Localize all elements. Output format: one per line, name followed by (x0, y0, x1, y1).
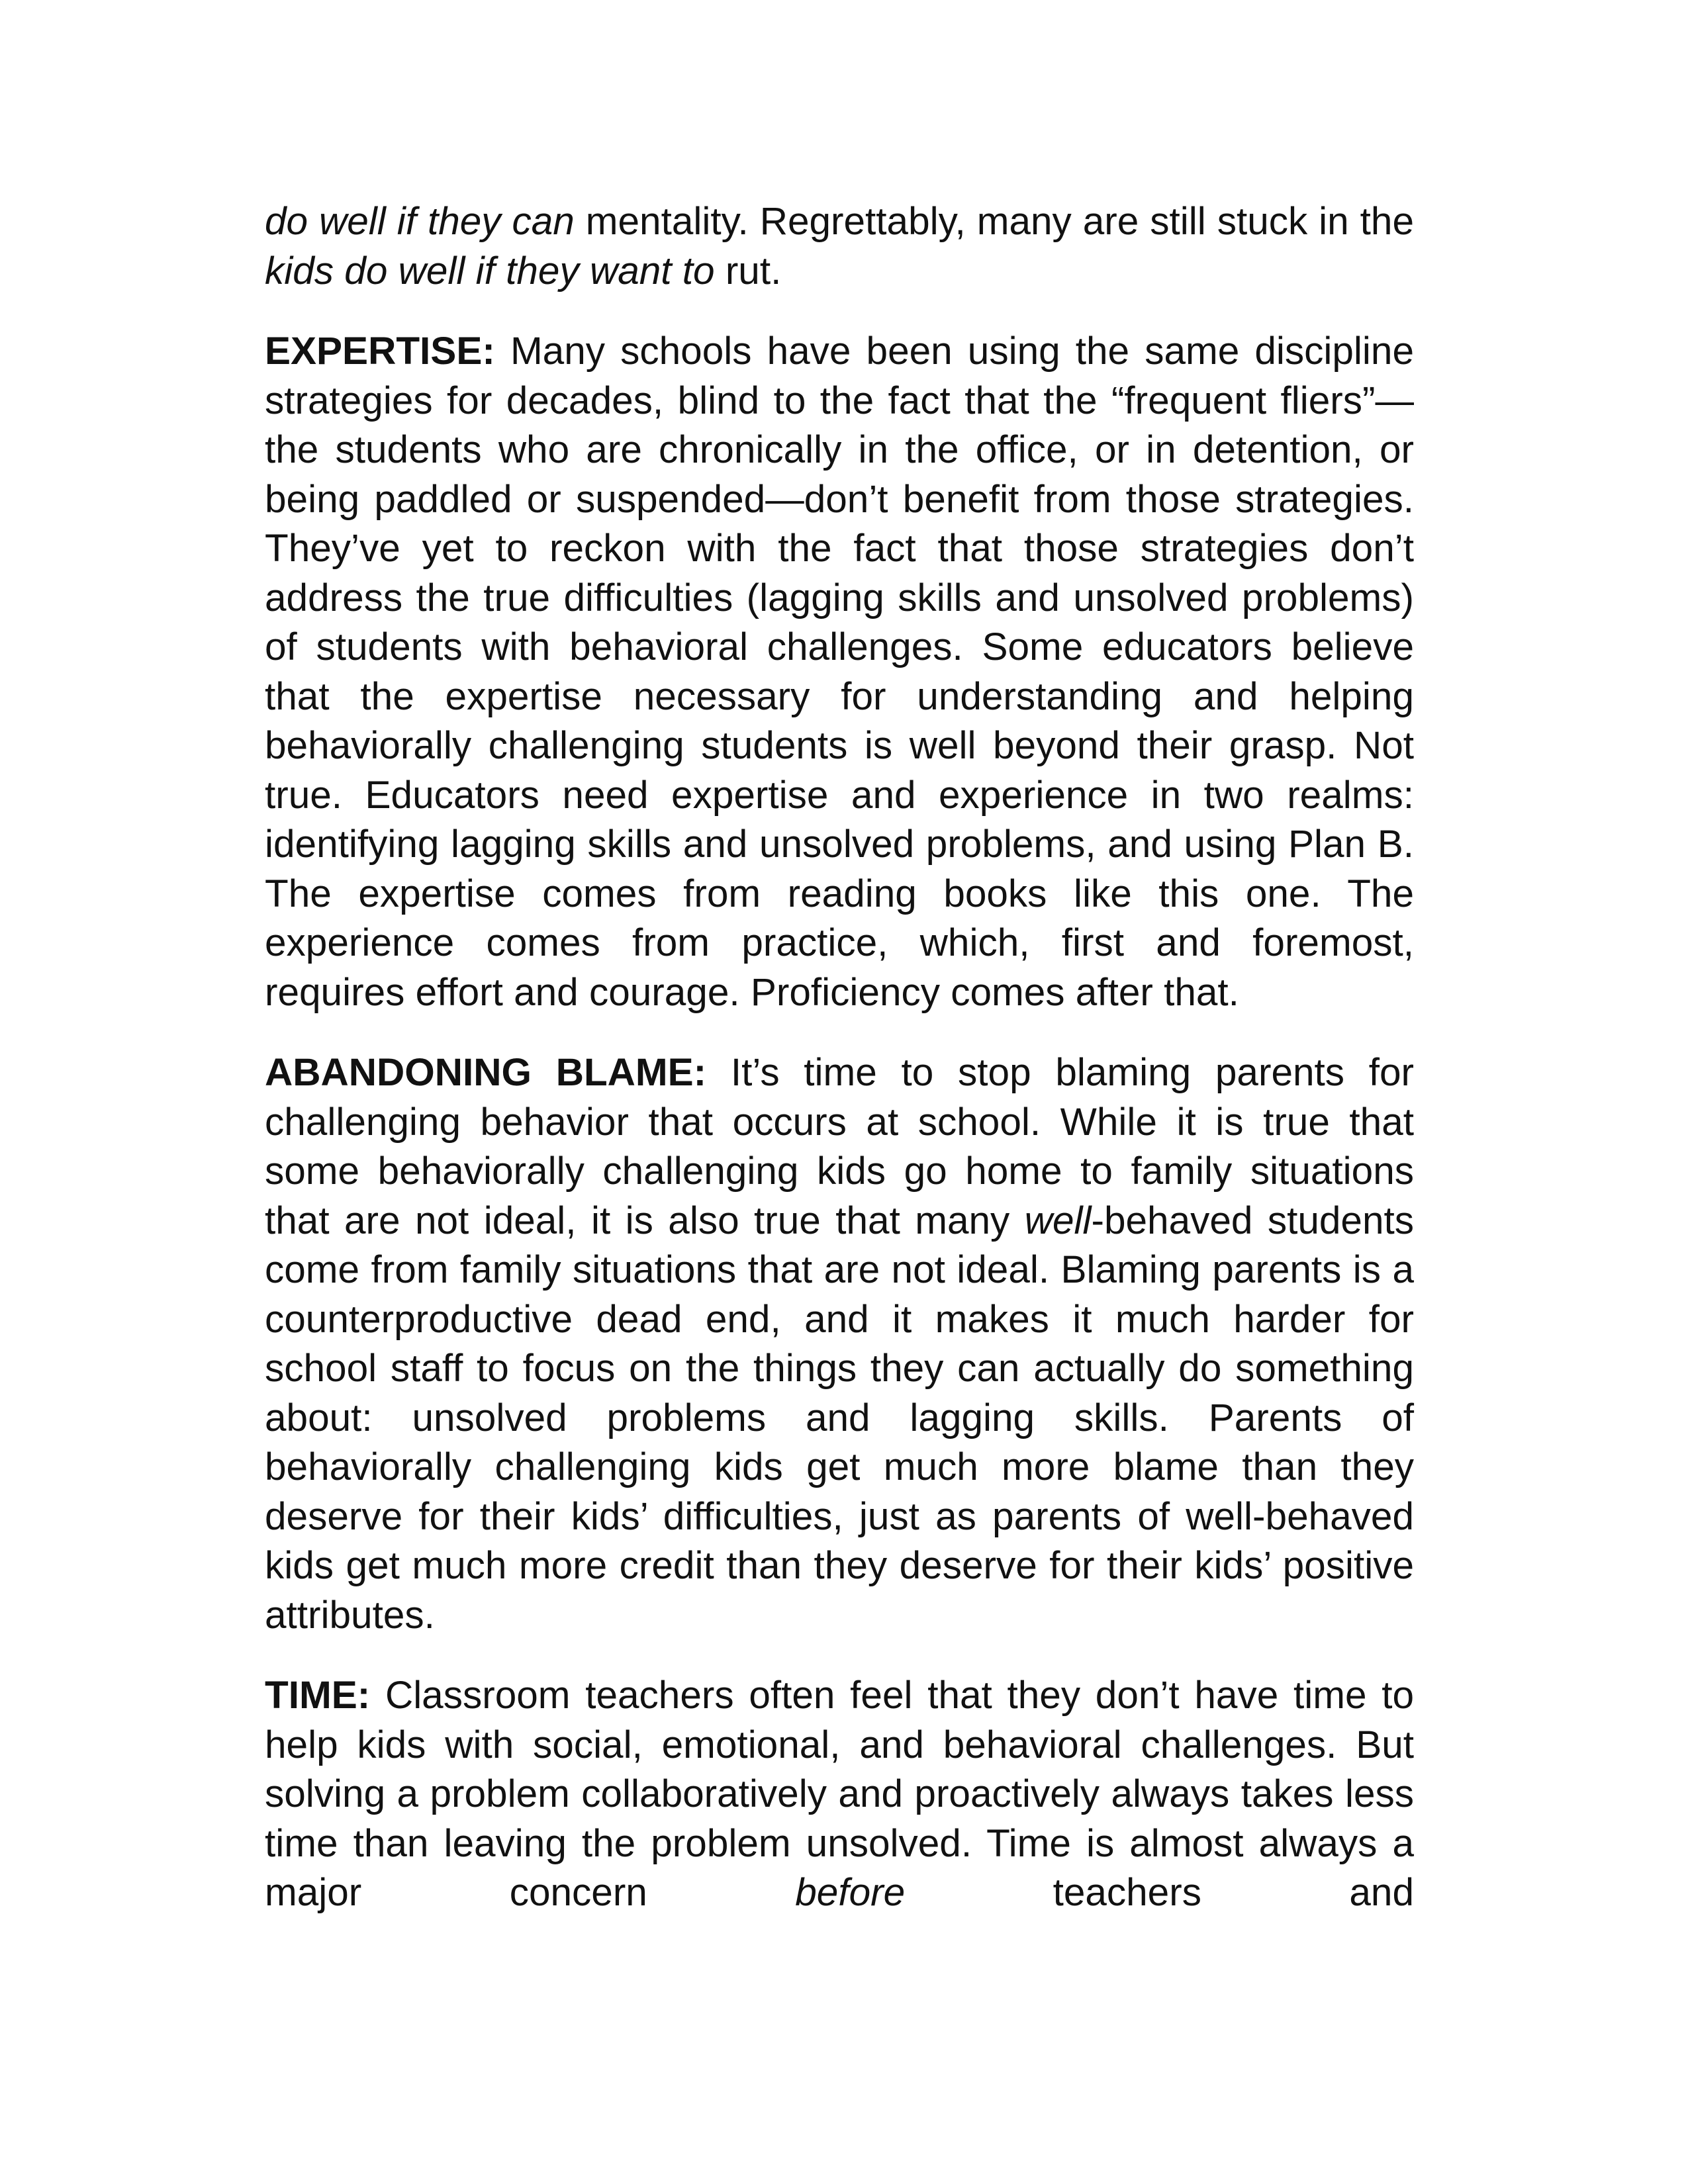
italic-phrase: well (1024, 1199, 1092, 1242)
paragraph-text: -behaved students come from family situations that are not ideal. Blaming parents is a counterproductive dead end, and it makes it much harder for school staff to focus on the things they can actually do something about: unsolved problems and lagging skills. Parents of behaviorally challenging kids get much more blame than they deserve for their kids’ difficulties, just as parents of well-behaved kids get much more credit than they deserve for their kids’ positive attributes. (265, 1199, 1415, 1637)
page-body (265, 197, 1414, 1918)
italic-phrase: before (795, 1871, 906, 1914)
paragraph-text: Classroom teachers often feel that they don’t have time to help kids with social, emotional, and behavioral challenges. But solving a problem collaboratively and proactively always takes less time than leaving the problem unsolved. Time is almost always a major concern (265, 1674, 1414, 1914)
section-heading-expertise: EXPERTISE: (265, 330, 495, 373)
paragraph-text: It’s time to stop blaming parents for challenging behavior that occurs at school. While it is true that some behaviorally challenging kids go home to family situations that are not ideal, it is also true that many (265, 1051, 1415, 1242)
italic-phrase: do well if they can (265, 200, 575, 243)
paragraph-text: teachers and (905, 1871, 1414, 1914)
paragraph-text: rut. (714, 249, 782, 293)
paragraph-abandoning-blame (265, 1048, 1414, 1640)
section-heading-abandoning-blame: ABANDONING BLAME: (265, 1051, 707, 1094)
paragraph-text: Many schools have been using the same discipline strategies for decades, blind to the fact that the “frequent fliers”—the students who are chronically in the office, or in detention, or being paddled or suspended—don’t benefit from those strategies. They’ve yet to reckon with the fact that those strategies don’t address the true difficulties (lagging skills and unsolved problems) of students with behavioral challenges. Some educators believe that the expertise necessary for understanding and helping behaviorally challenging students is well beyond their grasp. Not true. Educators need expertise and experience in two realms: identifying lagging skills and unsolved problems, and using Plan B. The expertise comes from reading books like this one. The experience comes from practice, which, first and foremost, requires effort and courage. Proficiency comes after that. (265, 330, 1414, 1014)
paragraph-time (265, 1671, 1414, 1918)
section-heading-time: TIME: (265, 1674, 371, 1717)
italic-phrase: kids do well if they want to (265, 249, 715, 293)
paragraph-continuation (265, 197, 1414, 296)
paragraph-text: mentality. Regrettably, many are still stuck in the (574, 200, 1414, 243)
paragraph-expertise (265, 327, 1414, 1017)
